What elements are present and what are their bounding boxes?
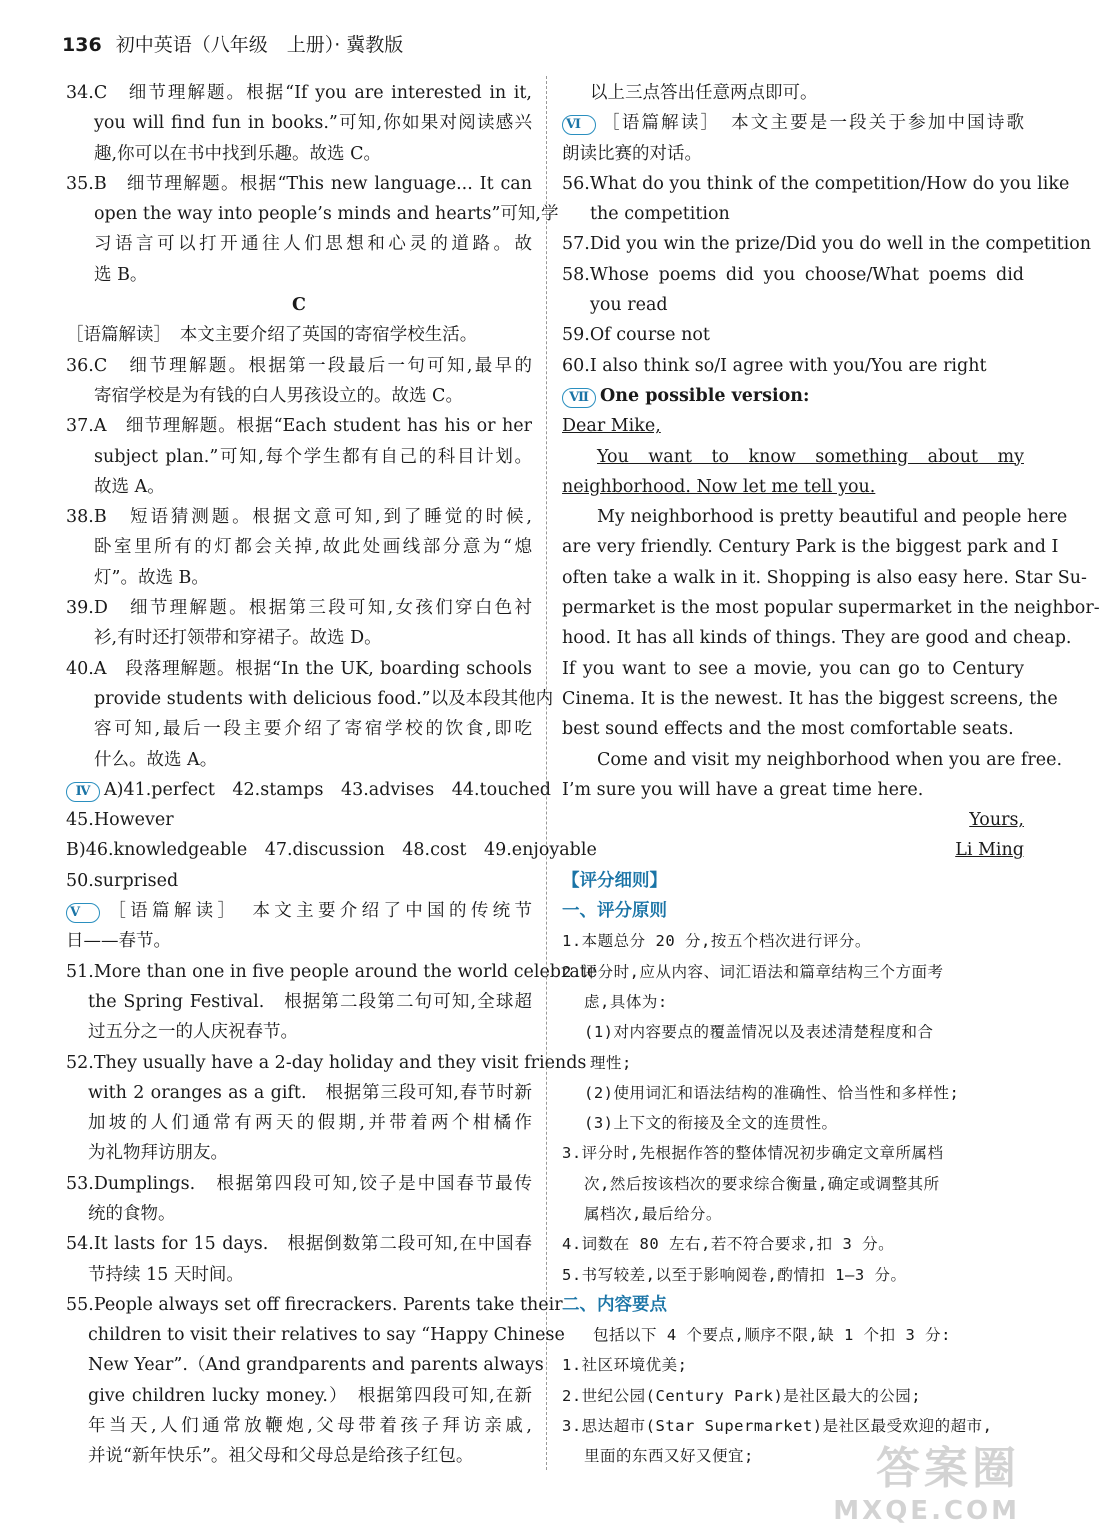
right-column-line — [562, 411, 1024, 441]
right-column-text: 60.I also think so/I agree with you/You are right — [562, 355, 987, 376]
right-column-text: 1.社区环境优美; — [562, 1356, 688, 1375]
right-column-text: Li Ming — [955, 840, 1024, 861]
left-column-text: 51.More than one in five people around the world celebrate — [66, 961, 598, 982]
page-header — [62, 30, 403, 57]
left-column-line — [66, 169, 532, 199]
right-column-line — [562, 1078, 1024, 1108]
left-column-text: you will find fun in books.”可知,你如果对阅读感兴 — [94, 113, 532, 134]
left-column-text: with 2 oranges as a gift. 根据第三段可知,春节时新 — [88, 1082, 532, 1103]
right-column-line — [562, 1320, 1024, 1350]
section-number-badge: Ⅵ — [562, 115, 596, 135]
left-column-line — [66, 229, 532, 259]
left-column-text: children to visit their relatives to say “Happy Chinese — [88, 1325, 565, 1346]
left-column-text: 故选 A。 — [94, 476, 165, 497]
left-column-line — [66, 896, 532, 926]
right-column — [562, 78, 1100, 1472]
right-column-text: 56.What do you think of the competition/How do you like — [562, 173, 1070, 194]
left-column-text: 39.D 细节理解题。根据第三段可知,女孩们穿白色衬 — [66, 598, 532, 619]
section-number-badge: Ⅴ — [66, 903, 100, 923]
left-column-line — [66, 775, 552, 805]
left-column-line — [66, 866, 532, 896]
left-column-line — [66, 411, 532, 441]
left-column-line — [66, 745, 532, 775]
right-column-text: 以上三点答出任意两点即可。 — [590, 83, 818, 103]
left-column-line — [66, 78, 532, 108]
right-column-line — [562, 805, 1024, 835]
left-column-text: ［语篇解读］ 本文主要介绍了中国的传统节 — [104, 901, 532, 922]
left-column-text: 34.C 细节理解题。根据“If you are interested in it, — [66, 83, 532, 103]
right-column-line — [562, 1260, 1024, 1290]
left-column-text: give children lucky money.） 根据第四段可知,在新 — [88, 1385, 532, 1406]
left-column-text: New Year”.（And grandparents and parents always — [88, 1355, 544, 1376]
left-column-line — [66, 1290, 563, 1320]
right-column-line — [562, 1350, 1024, 1380]
left-column-line — [66, 957, 598, 987]
left-column-text: 38.B 短语猜测题。根据文意可知,到了睡觉的时候, — [66, 507, 532, 528]
right-column-line — [562, 684, 1058, 714]
left-column-line — [66, 320, 532, 350]
left-column-text: 53.Dumplings. 根据第四段可知,饺子是中国春节最传 — [66, 1173, 532, 1194]
right-column-text: 2.评分时,应从内容、词汇语法和篇章结构三个方面考 — [562, 962, 944, 981]
right-column-line — [562, 320, 1024, 350]
right-column-text: the competition — [590, 204, 730, 225]
book-title: 初中英语（八年级 上册）· 冀教版 — [115, 34, 404, 56]
left-column-line — [66, 1017, 532, 1047]
left-column-line — [66, 1048, 587, 1078]
right-column-text: hood. It has all kinds of things. They are good and cheap. — [562, 628, 1072, 649]
left-column-text: 趣,你可以在书中找到乐趣。故选 C。 — [94, 143, 382, 164]
right-column-text: 理性; — [590, 1053, 632, 1072]
left-column-text: 54.It lasts for 15 days. 根据倒数第二段可知,在中国春 — [66, 1234, 532, 1255]
left-column-text: 35.B 细节理解题。根据“This new language... It can — [66, 173, 532, 194]
left-column-text: 55.People always set off firecrackers. Parents take their — [66, 1294, 563, 1315]
right-column-text: Dear Mike, — [562, 416, 661, 437]
right-column-line — [562, 896, 1024, 926]
right-column-text: ［语篇解读］ 本文主要是一段关于参加中国诗歌 — [600, 113, 1024, 134]
right-column-text: My neighborhood is pretty beautiful and people here — [597, 507, 1068, 528]
left-column-text: 50.surprised — [66, 870, 179, 891]
right-column-text: 57.Did you win the prize/Did you do well in the competition — [562, 234, 1091, 255]
left-column-text: 过五分之一的人庆祝春节。 — [88, 1022, 298, 1043]
right-column-text: you read — [590, 295, 668, 316]
right-column-text: (1)对内容要点的覆盖情况以及表述清楚程度和合 — [584, 1023, 934, 1042]
right-column-line — [562, 351, 1024, 381]
left-column-line — [66, 563, 532, 593]
right-column-text: 二、内容要点 — [562, 1294, 667, 1315]
left-column-text: 衫,有时还打领带和穿裙子。故选 D。 — [94, 628, 382, 649]
left-column-line — [66, 290, 532, 320]
right-column-text: 5.书写较差,以至于影响阅卷,酌情扣 1—3 分。 — [562, 1265, 907, 1284]
right-column-line — [562, 78, 1024, 108]
right-column-line — [562, 1017, 1024, 1047]
left-column-line — [66, 260, 532, 290]
left-column-line — [66, 1381, 532, 1411]
right-column-text: 次,然后按该档次的要求综合衡量,确定或调整其所 — [584, 1174, 940, 1193]
right-column-text: One possible version: — [600, 385, 810, 406]
right-column-line — [562, 623, 1072, 653]
left-column-line — [66, 351, 532, 381]
right-column-text: are very friendly. Century Park is the biggest park and I — [562, 537, 1059, 558]
right-column-text: Yours, — [969, 810, 1024, 831]
left-column-text: 年当天,人们通常放鞭炮,父母带着孩子拜访亲戚, — [88, 1416, 532, 1437]
left-column-text: 37.A 细节理解题。根据“Each student has his or her — [66, 416, 532, 437]
left-column-line — [66, 805, 532, 835]
right-column-text: 一、评分原则 — [562, 901, 667, 922]
right-column-line — [562, 775, 1024, 805]
right-column-text: 1.本题总分 20 分,按五个档次进行评分。 — [562, 932, 871, 951]
left-column-line — [66, 835, 597, 865]
right-column-line — [562, 1290, 1024, 1320]
right-column-line — [562, 1138, 1024, 1168]
right-column-text: best sound effects and the most comfortable seats. — [562, 719, 1014, 740]
right-column-text: Cinema. It is the newest. It has the biggest screens, the — [562, 688, 1058, 709]
left-column-text: 为礼物拜访朋友。 — [88, 1143, 228, 1164]
right-column-line — [562, 1381, 1024, 1411]
right-column-text: permarket is the most popular supermarket in the neighbor- — [562, 598, 1100, 619]
left-column-line — [66, 472, 532, 502]
right-column-line — [562, 957, 1024, 987]
right-column-text: I’m sure you will have a great time here. — [562, 779, 924, 800]
right-column-line — [562, 139, 1024, 169]
left-column-line — [66, 684, 554, 714]
left-column-text: A)41.perfect 42.stamps 43.advises 44.touched — [104, 779, 552, 800]
section-number-badge: Ⅳ — [66, 782, 100, 802]
right-column-line — [562, 290, 1024, 320]
right-column-line — [562, 1108, 1024, 1138]
right-column-text: 里面的东西又好又便宜; — [584, 1447, 754, 1466]
right-column-line — [562, 714, 1024, 744]
right-column-line — [562, 169, 1070, 199]
left-column-line — [66, 1169, 532, 1199]
left-column-text: 节持续 15 天时间。 — [88, 1264, 244, 1285]
right-column-text: (3)上下文的衔接及全文的连贯性。 — [584, 1114, 838, 1133]
left-column-line — [66, 987, 532, 1017]
left-column-text: 容可知,最后一段主要介绍了寄宿学校的饮食,即吃 — [94, 719, 532, 740]
left-column-text: provide students with delicious food.”以及本段其他内 — [94, 688, 554, 709]
right-column-text: 包括以下 4 个要点,顺序不限,缺 1 个扣 3 分: — [593, 1326, 951, 1345]
left-column-line — [66, 532, 532, 562]
right-column-text: You want to know something about my — [597, 446, 1024, 467]
left-column-line — [66, 714, 532, 744]
left-column-text: 45.However — [66, 810, 174, 831]
left-column-text: 40.A 段落理解题。根据“In the UK, boarding schools — [66, 658, 532, 679]
left-column-text: 选 B。 — [94, 264, 148, 285]
left-column-text: 日——春节。 — [66, 931, 171, 952]
right-column-line — [562, 260, 1024, 290]
left-column-line — [66, 381, 532, 411]
left-column-text: subject plan.”可知,每个学生都有自己的科目计划。 — [94, 446, 532, 467]
right-column-line — [562, 1048, 1024, 1078]
right-column-line — [562, 563, 1087, 593]
left-column-text: 寄宿学校是为有钱的白人男孩设立的。故选 C。 — [94, 385, 463, 406]
left-column-text: 习语言可以打开通往人们思想和心灵的道路。故 — [94, 234, 532, 255]
page-number: 136 — [62, 34, 102, 56]
right-column-text: 属档次,最后给分。 — [584, 1204, 722, 1223]
left-column-text: 36.C 细节理解题。根据第一段最后一句可知,最早的 — [66, 355, 532, 376]
left-column-line — [66, 108, 532, 138]
watermark-url: MXQE.COM — [833, 1496, 1020, 1526]
column-divider — [546, 76, 547, 1470]
left-column-line — [66, 926, 532, 956]
right-column-line — [562, 108, 1024, 138]
right-column-line — [562, 745, 1063, 775]
right-column-text: 4.词数在 80 左右,若不符合要求,扣 3 分。 — [562, 1235, 895, 1254]
watermark-text: 答案圈 — [876, 1443, 1020, 1494]
right-column-line — [562, 835, 1024, 865]
left-column-text: 灯”。故选 B。 — [94, 567, 209, 588]
left-column-line — [66, 1108, 532, 1138]
section-number-badge: Ⅶ — [562, 388, 596, 408]
right-column-line — [562, 199, 1024, 229]
right-column-text: 3.评分时,先根据作答的整体情况初步确定文章所属档 — [562, 1144, 944, 1163]
right-column-text: 59.Of course not — [562, 325, 710, 346]
right-column-text: 朗读比赛的对话。 — [562, 143, 702, 164]
left-column-line — [66, 1411, 532, 1441]
right-column-line — [562, 1169, 1024, 1199]
left-column-text: C — [292, 295, 306, 316]
right-column-text: If you want to see a movie, you can go to Century — [562, 658, 1024, 679]
left-column-line — [66, 623, 532, 653]
right-column-line — [562, 229, 1091, 259]
left-column-text: 加坡的人们通常有两天的假期,并带着两个柑橘作 — [88, 1113, 532, 1134]
right-column-line — [562, 502, 1068, 532]
left-column-text: 并说“新年快乐”。祖父母和父母总是给孩子红包。 — [88, 1446, 474, 1467]
right-column-text: 3.思达超市(Star Supermarket)是社区最受欢迎的超市, — [562, 1417, 993, 1436]
right-column-text: often take a walk in it. Shopping is also easy here. Star Su- — [562, 567, 1087, 588]
right-column-line — [562, 866, 1024, 896]
left-column-text: the Spring Festival. 根据第二段第二句可知,全球超 — [88, 991, 532, 1012]
left-column-line — [66, 593, 532, 623]
right-column-text: 2.世纪公园(Century Park)是社区最大的公园; — [562, 1386, 922, 1405]
left-column-line — [66, 1320, 565, 1350]
left-column-text: 52.They usually have a 2-day holiday and they visit friends — [66, 1052, 587, 1073]
left-column-line — [66, 1138, 532, 1168]
left-column-text: ［语篇解读］ 本文主要介绍了英国的寄宿学校生活。 — [66, 325, 478, 346]
right-column-line — [562, 987, 1024, 1017]
left-column-line — [66, 199, 559, 229]
right-column-line — [562, 381, 1024, 411]
right-column-text: neighborhood. Now let me tell you. — [562, 476, 876, 497]
right-column-line — [562, 654, 1024, 684]
left-column-line — [66, 502, 532, 532]
right-column-text: 58.Whose poems did you choose/What poems did — [562, 264, 1024, 285]
left-column-line — [66, 1441, 532, 1471]
left-column-text: 卧室里所有的灯都会关掉,故此处画线部分意为“熄 — [94, 537, 532, 558]
right-column-text: 虑,具体为: — [584, 992, 668, 1011]
left-column-line — [66, 654, 532, 684]
right-column-line — [562, 472, 1024, 502]
right-column-line — [562, 442, 1024, 472]
watermark-logo — [833, 1432, 1020, 1526]
left-column-line — [66, 139, 532, 169]
left-column-line — [66, 1199, 532, 1229]
right-column-line — [562, 1199, 1024, 1229]
right-column-text: Come and visit my neighborhood when you are free. — [597, 749, 1063, 770]
left-column-line — [66, 1350, 544, 1380]
left-column-line — [66, 1229, 532, 1259]
left-column-line — [66, 1260, 532, 1290]
left-column-text: 什么。故选 A。 — [94, 749, 218, 770]
left-column-line — [66, 1078, 532, 1108]
right-column-line — [562, 1229, 1024, 1259]
left-column-text: open the way into people’s minds and hearts”可知,学 — [94, 204, 559, 225]
right-column-text: 【评分细则】 — [562, 870, 667, 891]
right-column-line — [562, 593, 1100, 623]
right-column-line — [562, 532, 1059, 562]
left-column-text: 统的食物。 — [88, 1203, 176, 1224]
left-column-text: B)46.knowledgeable 47.discussion 48.cost 49.enjoyable — [66, 840, 597, 861]
right-column-text: (2)使用词汇和语法结构的准确性、恰当性和多样性; — [584, 1083, 960, 1102]
right-column-line — [562, 926, 1024, 956]
left-column-line — [66, 442, 532, 472]
